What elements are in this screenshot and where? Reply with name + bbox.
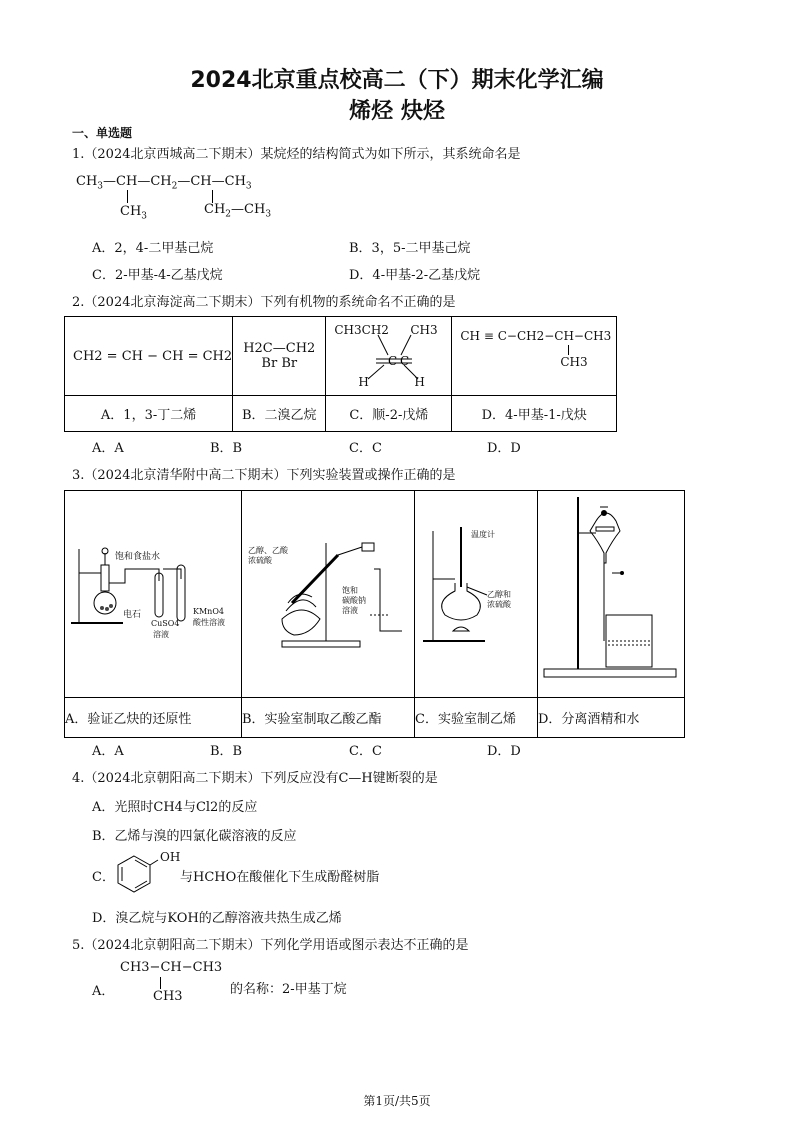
q3-table — [64, 490, 685, 738]
q4-option-a: A．光照时CH4与Cl2的反应 — [92, 800, 258, 815]
q2-structure-d: CH ≡ C−CH2−CH−CH3 CH3 — [452, 317, 617, 396]
q1-option-a: A．2，4-二甲基己烷 — [92, 241, 214, 256]
q1-stem: 1.（2024北京西城高二下期末）某烷烃的结构简式为如下所示，其系统命名是 — [72, 147, 521, 162]
q5-formula: CH3−CH−CH3 — [120, 960, 223, 975]
q3-label-b: B．实验室制取乙酸乙酯 — [242, 698, 415, 738]
q3-apparatus-c: 温度计 乙醇和 浓硫酸 — [415, 491, 538, 698]
q1-bond-1 — [127, 190, 128, 203]
q2-answer-a: A．A — [92, 441, 124, 456]
q4-option-c-text: 与HCHO在酸催化下生成酚醛树脂 — [180, 870, 380, 885]
q4-option-b: B．乙烯与溴的四氯化碳溶液的反应 — [92, 829, 297, 844]
q3-apparatus-b: 乙醇、乙酸 浓硫酸 饱和 碳酸钠 溶液 — [242, 491, 415, 698]
q3-answer-a: A．A — [92, 744, 124, 759]
q5-bond — [160, 977, 161, 989]
q2-structure-b: H2C—CH2 Br Br — [233, 317, 326, 396]
q1-branch-2: $CH_2—CH_3$ — [204, 202, 272, 220]
q2-label-b: B．二溴乙烷 — [233, 396, 326, 432]
q2-answer-b: B．B — [210, 441, 243, 456]
q5-stem: 5.（2024北京朝阳高二下期末）下列化学用语或图示表达不正确的是 — [72, 938, 469, 953]
svg-text:C: C — [388, 354, 398, 368]
page-footer: 第1页/共5页 — [363, 1094, 431, 1108]
phenol-oh-label: OH — [160, 850, 181, 864]
q2-stem: 2.（2024北京海淀高二下期末）下列有机物的系统命名不正确的是 — [72, 295, 456, 310]
svg-text:C: C — [400, 354, 410, 368]
q2-label-d: D．4-甲基-1-戊炔 — [452, 396, 617, 432]
q1-formula: $CH_3—CH—CH_2—CH—CH_3$ — [76, 174, 252, 192]
q5-option-a-text: 的名称：2-甲基丁烷 — [230, 982, 347, 997]
q3-apparatus-a: 饱和食盐水 电石 CuSO4 溶液 KMnO4 酸性溶液 — [65, 491, 242, 698]
section-heading: 一、单选题 — [72, 126, 133, 140]
page-subtitle: 烯烃 炔烃 — [349, 99, 445, 124]
q1-option-d: D．4-甲基-2-乙基戊烷 — [349, 268, 481, 283]
q5-option-a-prefix: A． — [92, 984, 115, 999]
q2-structure-c: C C CH3CH2 CH3 H H — [326, 317, 452, 396]
q3-answer-d: D．D — [487, 744, 521, 759]
q4-option-d: D．溴乙烷与KOH的乙醇溶液共热生成乙烯 — [92, 911, 342, 926]
q2-answer-c: C．C — [349, 441, 382, 456]
q3-label-a: A．验证乙炔的还原性 — [65, 698, 242, 738]
q1-option-b: B．3，5-二甲基己烷 — [349, 241, 471, 256]
q3-apparatus-d — [538, 491, 685, 698]
q2-label-a: A．1，3-丁二烯 — [65, 396, 233, 432]
q3-answer-b: B．B — [210, 744, 243, 759]
page-title: 2024北京重点校高二（下）期末化学汇编 — [190, 68, 604, 93]
q5-branch: CH3 — [153, 989, 183, 1004]
q2-table — [64, 316, 617, 432]
q3-label-c: C．实验室制乙烯 — [415, 698, 538, 738]
q4-stem: 4.（2024北京朝阳高二下期末）下列反应没有C—H键断裂的是 — [72, 771, 438, 786]
q2-label-c: C．顺-2-戊烯 — [326, 396, 452, 432]
q3-label-d: D．分离酒精和水 — [538, 698, 685, 738]
q2-answer-d: D．D — [487, 441, 521, 456]
q3-answer-c: C．C — [349, 744, 382, 759]
q3-stem: 3.（2024北京清华附中高二下期末）下列实验装置或操作正确的是 — [72, 468, 456, 483]
q1-branch-1: $CH_3$ — [120, 204, 148, 222]
q1-option-c: C．2-甲基-4-乙基戊烷 — [92, 268, 223, 283]
q4-option-c-prefix: C． — [92, 870, 115, 885]
q2-structure-a: CH2 = CH − CH = CH2 — [65, 317, 233, 396]
